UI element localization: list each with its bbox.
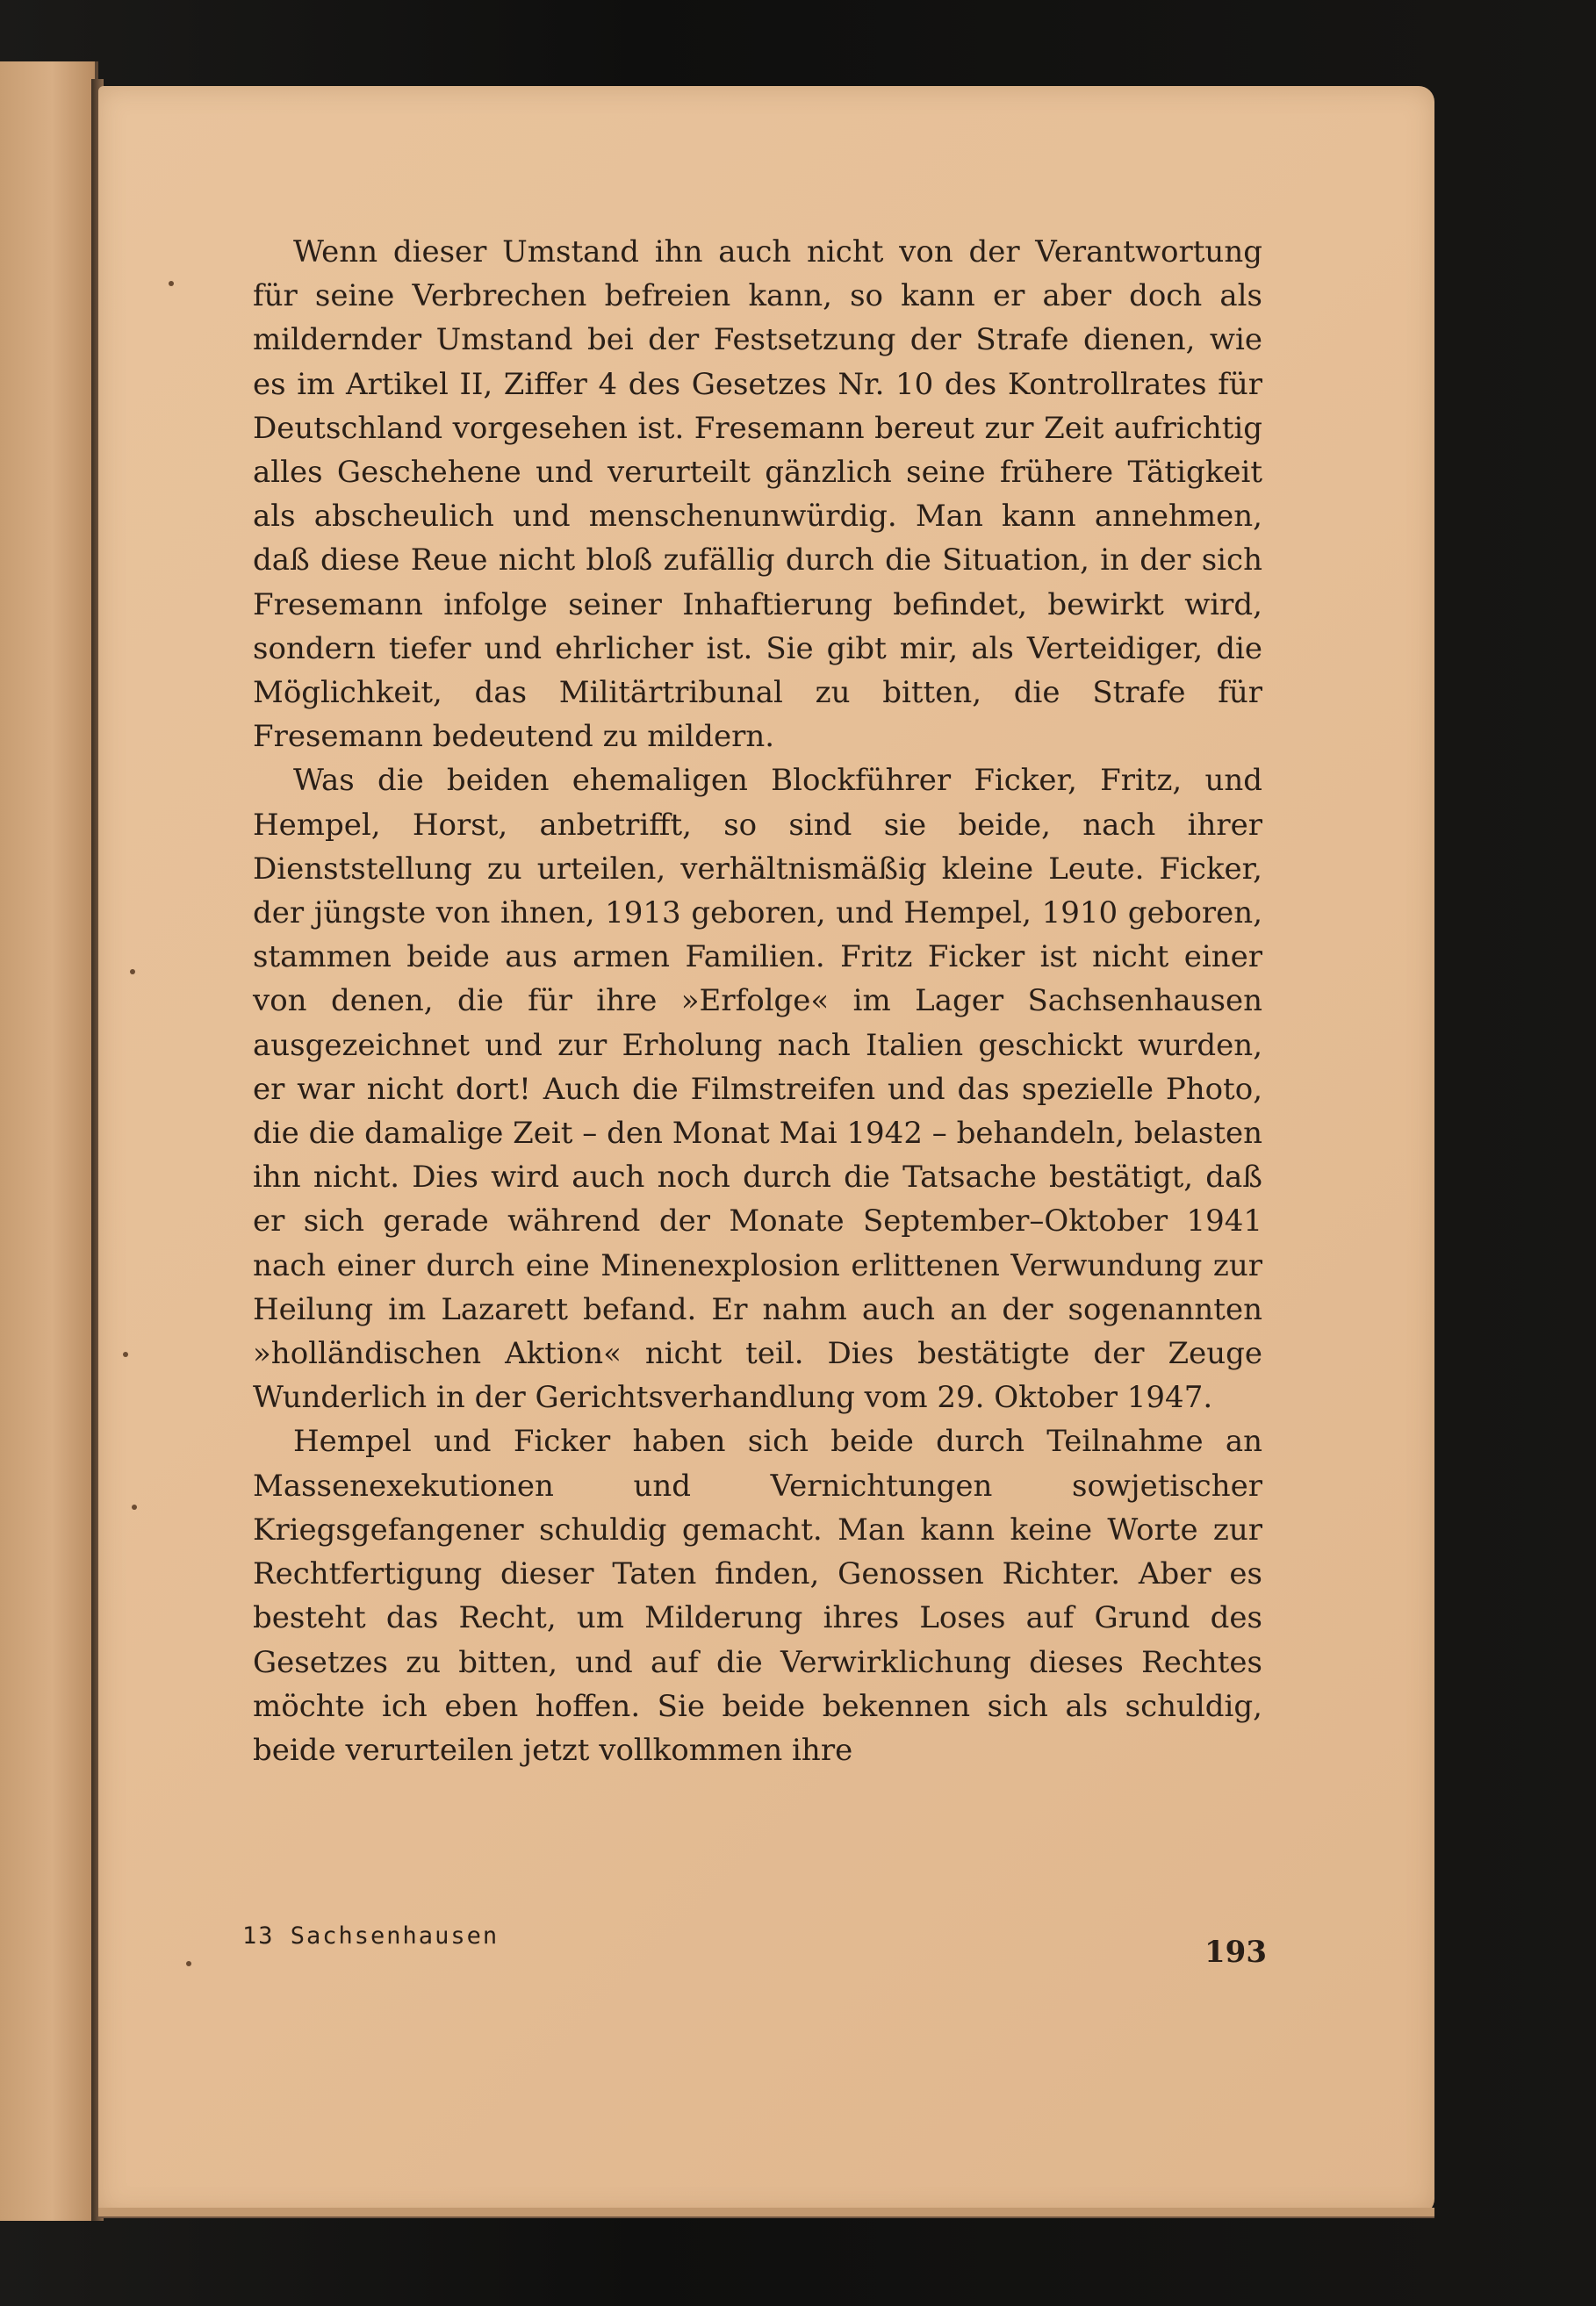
paragraph-3: Hempel und Ficker haben sich beide durch Teilnahme an Massenexekutionen und Vernichtungen sowjetischer Kriegsgefangener schuldig gemacht. Man kann keine Worte zur Rechtfertigung dieser Taten finden, Genossen Richter. Aber es besteht das Recht, um Milderung ihres Loses auf Grund des Gesetzes zu bitten, und auf die Verwirklichung dieses Rechtes möchte ich eben hoffen. Sie beide bekennen sich als schuldig, beide verurteilen jetzt vollkommen ihre bbox=[253, 1424, 1262, 1768]
paper-speck bbox=[169, 281, 174, 286]
paper-speck bbox=[130, 969, 135, 974]
paragraph-2: Was die beiden ehemaligen Blockführer Ficker, Fritz, und Hempel, Horst, anbetrifft, so sind sie beide, nach ihrer Dienststellung zu urteilen, verhältnismäßig kleine Leute. Ficker, der jüngste von ihnen, 1913 geboren, und Hempel, 1910 geboren, stammen beide aus armen Familien. Fritz Ficker ist nicht einer von denen, die für ihre »Erfolge« im Lager Sachsenhausen ausgezeichnet und zur Erholung nach Italien geschickt wurden, er war nicht dort! Auch die Filmstreifen und das spezielle Photo, die die damalige Zeit – den Monat Mai 1942 – behandeln, belasten ihn nicht. Dies wird auch noch durch die Tatsache bestätigt, daß er sich gerade während der Monate September–Oktober 1941 nach einer durch eine Minenexplosion erlittenen Verwundung zur Heilung im Lazarett befand. Er nahm auch an der sogenannten »holländischen Aktion« nicht teil. Dies bestätigte der Zeuge Wunderlich in der Gerichtsverhandlung vom 29. Oktober 1947. bbox=[253, 763, 1262, 1416]
paper-speck bbox=[132, 1505, 137, 1510]
paper-speck bbox=[123, 1352, 128, 1357]
page-bottom-edge bbox=[98, 2208, 1434, 2218]
body-text bbox=[253, 230, 1262, 1772]
paper-speck bbox=[186, 1961, 191, 1966]
page-number: 193 bbox=[1204, 1935, 1267, 1970]
left-page-edge bbox=[0, 61, 98, 2221]
paragraph-1: Wenn dieser Umstand ihn auch nicht von der Verantwortung für seine Verbrechen befreien kann, so kann er aber doch als mildernder Umstand bei der Festsetzung der Strafe dienen, wie es im Artikel II, Ziffer 4 des Gesetzes Nr. 10 des Kontrollrates für Deutschland vorgesehen ist. Fresemann bereut zur Zeit aufrichtig alles Geschehene und verurteilt gänzlich seine frühere Tätigkeit als abscheulich und menschenunwürdig. Man kann annehmen, daß diese Reue nicht bloß zufällig durch die Situation, in der sich Fresemann infolge seiner Inhaftierung befindet, bewirkt wird, sondern tiefer und ehrlicher ist. Sie gibt mir, als Verteidiger, die Möglichkeit, das Militärtribunal zu bitten, die Strafe für Fresemann bedeutend zu mildern. bbox=[253, 234, 1262, 755]
signature-mark: 13 Sachsenhausen bbox=[242, 1922, 500, 1950]
